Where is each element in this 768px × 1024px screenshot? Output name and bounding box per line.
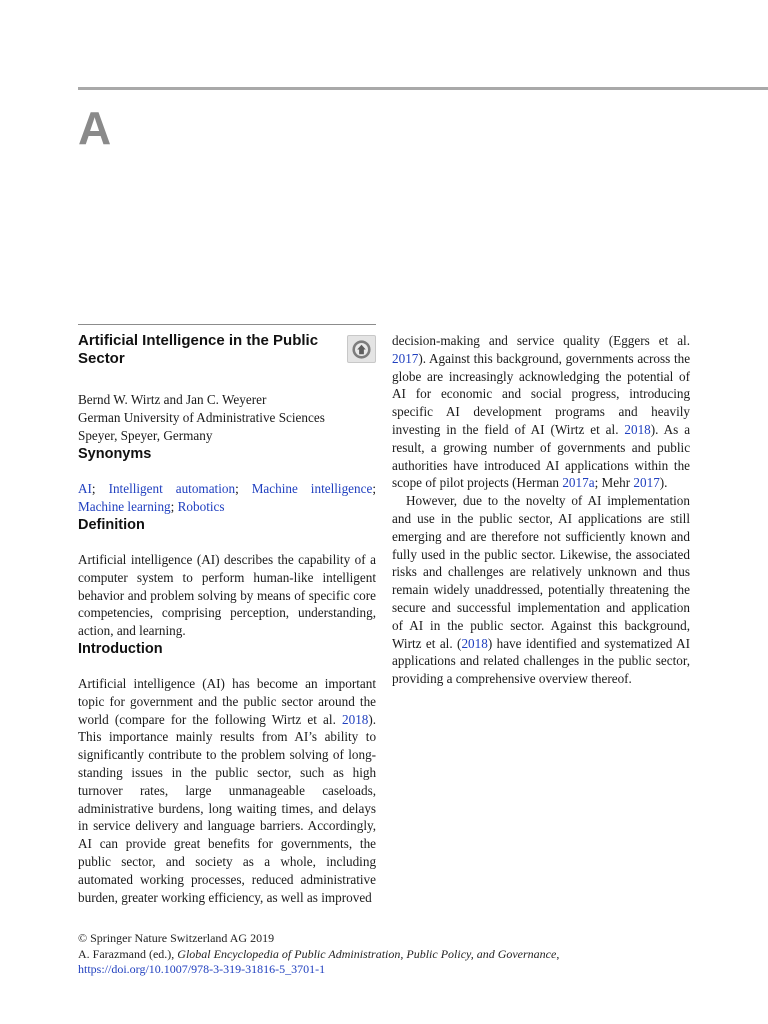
citation-link[interactable]: 2018	[461, 635, 488, 651]
introduction-paragraph-1: Artificial intelligence (AI) has become an important topic for government and the public sector around the world (compare for the following Wirtz et al. 2018). This importance mainly results from AI’s ability to significantly contribute to the problem solving of long-standing issues in the public sector, such as high turnover rates, large unmanageable caseloads, administrative burdens, long waiting times, and delays in service delivery and language barriers. Accordingly, AI can provide great benefits for governments, the public sector, and society as a whole, including automated working processes, reduced administrative burden, greater working efficiency, as well as improved	[78, 675, 377, 905]
book-title: Global Encyclopedia of Public Administration, Public Policy, and Governance	[177, 946, 557, 961]
left-column	[78, 324, 376, 906]
introduction-paragraph-2: However, due to the novelty of AI implementation and use in the public sector, AI applications are still emerging and are therefore not sufficiently known and fully used in the public sector. Likewise, the associated risks and challenges are relatively unknown and thus remain widely unaddressed, potentially threatening the secure and successful implementation and application of AI in the public sector. Against this background, Wirtz et al. (2018) have identified and systematized AI applications and related challenges in the public sector, providing a comprehensive overview thereof.	[392, 493, 690, 687]
title-rule	[78, 324, 376, 325]
introduction-paragraph-1-continued: decision-making and service quality (Eggers et al. 2017). Against this background, governments across the globe are increasingly acknowledging the potential of AI for economic and social progress, introducing specific AI development programs and heavily investing in the field of AI (Wirtz et al. 2018). As a result, a growing number of governments and public authorities have introduced AI applications within the scope of pilot projects (Herman 2017a; Mehr 2017).	[392, 333, 691, 491]
author-block	[78, 391, 376, 445]
synonym-link[interactable]: Intelligent automation	[108, 481, 236, 496]
synonym-link[interactable]: Machine intelligence	[251, 481, 373, 496]
entry-title: Artificial Intelligence in the Public Sector	[78, 332, 319, 367]
synonym-separator: ;	[91, 481, 109, 496]
entry-header	[78, 332, 376, 376]
citation-link[interactable]: 2017a	[562, 475, 595, 491]
right-column	[392, 332, 690, 688]
synonym-separator: ;	[235, 481, 252, 496]
doi-link[interactable]: https://doi.org/10.1007/978-3-319-31816-5_3701-1	[78, 962, 326, 976]
synonym-separator: ;	[170, 499, 178, 514]
copyright-notice: © Springer Nature Switzerland AG 2019	[78, 931, 275, 945]
citation-line: A. Farazmand (ed.), Global Encyclopedia of Public Administration, Public Policy, and Governance,	[78, 946, 560, 961]
top-rule	[78, 87, 768, 90]
synonym-link[interactable]: AI	[78, 481, 92, 496]
synonym-link[interactable]: Machine learning	[78, 499, 171, 514]
citation-link[interactable]: 2017	[633, 475, 660, 491]
authors: Bernd W. Wirtz and Jan C. Weyerer	[78, 392, 267, 407]
synonyms-heading: Synonyms	[78, 446, 152, 462]
affiliation-line-2: Speyer, Speyer, Germany	[78, 428, 213, 443]
introduction-heading: Introduction	[78, 640, 163, 657]
page-footer	[78, 931, 678, 978]
definition-text: Artificial intelligence (AI) describes the capability of a computer system to perform human-like intelligent behavior and problem solving by means of specific core competencies, comprising perception, understanding, action, and learning.	[78, 552, 376, 639]
citation-link[interactable]: 2017	[392, 350, 419, 366]
affiliation-line-1: German University of Administrative Sciences	[78, 410, 325, 425]
check-for-updates-icon[interactable]	[347, 335, 376, 363]
section-letter: A	[78, 102, 112, 154]
synonym-separator: ;	[372, 481, 376, 496]
synonyms-list	[78, 480, 376, 516]
synonym-link[interactable]: Robotics	[177, 499, 225, 514]
citation-link[interactable]: 2018	[624, 421, 651, 437]
citation-link[interactable]: 2018	[342, 711, 369, 727]
definition-heading: Definition	[78, 517, 145, 533]
